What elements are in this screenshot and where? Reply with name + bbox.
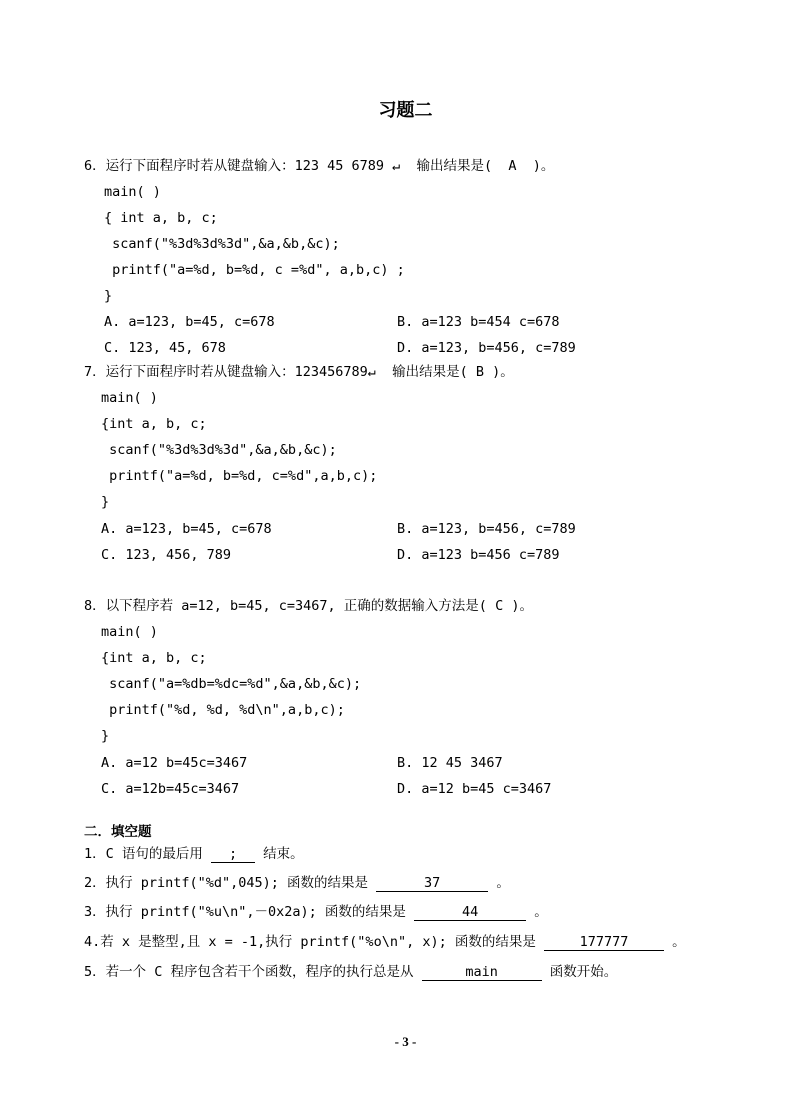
page-number: - 3 -	[394, 1034, 417, 1049]
answer-blank: ;	[211, 846, 255, 863]
q7-code-line: main( )	[101, 390, 158, 406]
q8-stem: 8．以下程序若 a=12, b=45, c=3467, 正确的数据输入方法是( C )。	[84, 598, 533, 614]
q6-code-line: { int a, b, c;	[104, 210, 218, 226]
fill-item	[84, 963, 617, 981]
fill-item-text: 。	[663, 934, 686, 950]
q7-option-d: D. a=123 b=456 c=789	[397, 547, 560, 563]
fill-item-text: 5．若一个 C 程序包含若干个函数，程序的执行总是从	[84, 964, 422, 980]
q7-stem: 7．运行下面程序时若从键盘输入：123456789↵ 输出结果是( B )。	[84, 364, 514, 380]
q6-code-line: }	[104, 288, 113, 304]
fill-item-text: 。	[488, 875, 510, 891]
q6-code-line: scanf("%3d%3d%3d",&a,&b,&c);	[104, 236, 340, 252]
q7-code-line: printf("a=%d, b=%d, c=%d",a,b,c);	[101, 468, 378, 484]
q8-code-line: scanf("a=%db=%dc=%d",&a,&b,&c);	[101, 676, 362, 692]
fill-item-text: 1．C 语句的最后用	[84, 846, 212, 862]
page-title: 习题二	[378, 100, 433, 121]
q6-option-d: D. a=123, b=456, c=789	[397, 340, 576, 356]
fill-item	[84, 845, 304, 863]
q8-code-line: printf("%d, %d, %d\n",a,b,c);	[101, 702, 345, 718]
answer-blank: 177777	[544, 934, 664, 951]
section-heading: 二．填空题	[84, 824, 152, 840]
answer-blank: 37	[376, 875, 488, 892]
q7-option-b: B. a=123, b=456, c=789	[397, 521, 576, 537]
q8-code-line: main( )	[101, 624, 158, 640]
q8-code-line: }	[101, 728, 110, 744]
q6-option-b: B. a=123 b=454 c=678	[397, 314, 560, 330]
q6-code-line: main( )	[104, 184, 161, 200]
fill-item-text: 2．执行 printf("%d",045); 函数的结果是	[84, 875, 377, 891]
answer-blank: 44	[414, 904, 526, 921]
q8-option-d: D. a=12 b=45 c=3467	[397, 781, 552, 797]
q6-code-line: printf("a=%d, b=%d, c =%d", a,b,c) ;	[104, 262, 405, 278]
q6-option-a: A. a=123, b=45, c=678	[104, 314, 275, 330]
q7-option-a: A. a=123, b=45, c=678	[101, 521, 272, 537]
fill-item-text: 3．执行 printf("%u\n",－0x2a); 函数的结果是	[84, 904, 415, 920]
q8-option-a: A. a=12 b=45c=3467	[101, 755, 248, 771]
q7-code-line: }	[101, 494, 110, 510]
q8-code-line: {int a, b, c;	[101, 650, 207, 666]
fill-item-text: 。	[526, 904, 548, 920]
fill-item-text: 4.若 x 是整型,且 x = -1,执行 printf("%o\n", x); 函数的结果是	[84, 934, 544, 950]
q6-option-c: C. 123, 45, 678	[104, 340, 226, 356]
fill-item	[84, 874, 510, 892]
q7-option-c: C. 123, 456, 789	[101, 547, 232, 563]
q7-code-line: scanf("%3d%3d%3d",&a,&b,&c);	[101, 442, 337, 458]
fill-item-text: 函数开始。	[541, 964, 618, 980]
fill-item	[84, 903, 548, 921]
q8-option-c: C. a=12b=45c=3467	[101, 781, 240, 797]
fill-item-text: 结束。	[255, 846, 304, 862]
q8-option-b: B. 12 45 3467	[397, 755, 503, 771]
fill-item	[84, 933, 686, 951]
answer-blank: main	[422, 964, 542, 981]
q7-code-line: {int a, b, c;	[101, 416, 207, 432]
q6-stem: 6．运行下面程序时若从键盘输入：123 45 6789 ↵ 输出结果是( A )。	[84, 158, 555, 174]
